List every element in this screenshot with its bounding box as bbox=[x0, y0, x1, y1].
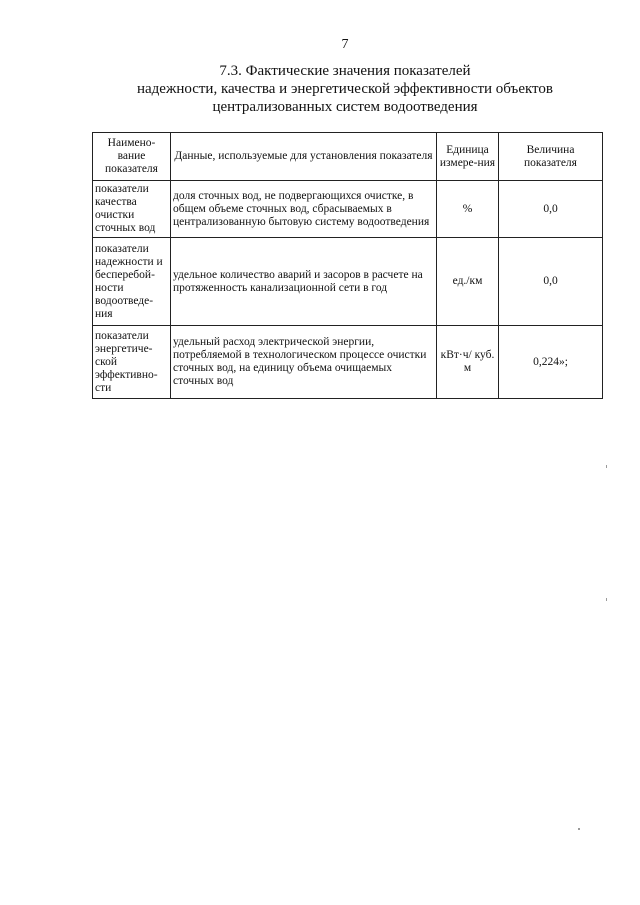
header-indicator-name: Наимено-вание показателя bbox=[93, 133, 171, 181]
section-title bbox=[90, 62, 600, 116]
indicator-value-cell: 0,0 bbox=[499, 181, 603, 238]
table-row bbox=[93, 238, 603, 326]
header-unit: Единица измере-ния bbox=[437, 133, 499, 181]
indicators-table bbox=[92, 132, 603, 399]
indicator-name-cell: показатели качества очистки сточных вод bbox=[93, 181, 171, 238]
section-title-line-2: надежности, качества и энергетической эффективности объектов bbox=[136, 81, 553, 97]
indicator-name-cell: показатели надежности и бесперебой-ности водоотведе-ния bbox=[93, 238, 171, 326]
table-row bbox=[93, 326, 603, 399]
indicator-data-cell: удельный расход электрической энергии, потребляемой в технологическом процессе очистки сточных вод, на единицу объема очищаемых сточных вод bbox=[171, 326, 437, 399]
indicator-value-cell: 0,224»; bbox=[499, 326, 603, 399]
table-header-row bbox=[93, 133, 603, 181]
indicator-data-cell: удельное количество аварий и засоров в расчете на протяженность канализационной сети в год bbox=[171, 238, 437, 326]
indicator-unit-cell: ед./км bbox=[437, 238, 499, 326]
indicator-value-cell: 0,0 bbox=[499, 238, 603, 326]
scan-speck bbox=[606, 598, 607, 601]
scan-speck bbox=[578, 828, 580, 830]
table-row bbox=[93, 181, 603, 238]
page-number: 7 bbox=[341, 37, 349, 52]
section-title-line-1: 7.3. Фактические значения показателей bbox=[219, 63, 471, 79]
indicator-name-cell: показатели энергетиче-ской эффективно-сти bbox=[93, 326, 171, 399]
section-title-line-3: централизованных систем водоотведения bbox=[212, 99, 478, 115]
indicator-unit-cell: кВт·ч/ куб. м bbox=[437, 326, 499, 399]
header-data-used: Данные, используемые для установления показателя bbox=[171, 133, 437, 181]
header-value: Величина показателя bbox=[499, 133, 603, 181]
scan-speck bbox=[606, 465, 607, 468]
indicator-unit-cell: % bbox=[437, 181, 499, 238]
indicator-data-cell: доля сточных вод, не подвергающихся очистке, в общем объеме сточных вод, сбрасываемых в централизованную бытовую систему водоотведения bbox=[171, 181, 437, 238]
